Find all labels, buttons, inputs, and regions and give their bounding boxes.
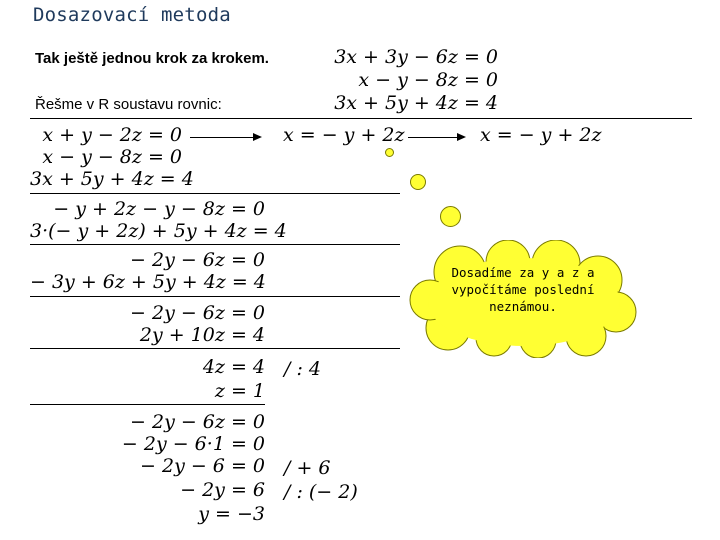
- row1-eq-2: x − y − 8z = 0: [42, 146, 182, 168]
- row6-eq-4: − 2y = 6: [180, 479, 265, 501]
- row1-eq-3: 3x + 5y + 4z = 4: [30, 168, 194, 190]
- row2-eq-2: 3·(− y + 2z) + 5y + 4z = 4: [30, 220, 287, 242]
- substitution-expr-2: x = − y + 2z: [480, 124, 602, 146]
- divider-1: [30, 193, 400, 194]
- subtitle: Tak ještě jednou krok za krokem.: [35, 50, 269, 67]
- arrow-right-2: [408, 137, 464, 138]
- row6-eq-2: − 2y − 6·1 = 0: [121, 433, 265, 455]
- row3-eq-2: − 3y + 6z + 5y + 4z = 4: [30, 271, 266, 293]
- row5-eq-2: z = 1: [214, 380, 265, 402]
- row3-eq-1: − 2y − 6z = 0: [130, 249, 265, 271]
- system-eq-3: 3x + 5y + 4z = 4: [334, 92, 498, 114]
- thought-bubble-dot-large: [440, 206, 461, 227]
- arrow-right-1: [190, 137, 260, 138]
- page-title: Dosazovací metoda: [33, 4, 231, 26]
- substitution-expr-1: x = − y + 2z: [283, 124, 405, 146]
- divider-2: [30, 244, 400, 245]
- row6-eq-5: y = −3: [198, 503, 265, 525]
- divider-5: [30, 404, 265, 405]
- row5-note: / : 4: [284, 358, 321, 380]
- row4-eq-1: − 2y − 6z = 0: [130, 302, 265, 324]
- row6-note-add: / + 6: [284, 457, 331, 479]
- row6-note-divide: / : (− 2): [284, 481, 358, 503]
- row1-eq-1: x + y − 2z = 0: [42, 124, 182, 146]
- divider-3: [30, 296, 400, 297]
- system-eq-2: x − y − 8z = 0: [358, 69, 498, 91]
- row5-eq-1: 4z = 4: [202, 356, 265, 378]
- row2-eq-1: − y + 2z − y − 8z = 0: [53, 198, 265, 220]
- row6-eq-3: − 2y − 6 = 0: [140, 455, 265, 477]
- top-divider: [30, 118, 692, 119]
- instruction: Řešme v R soustavu rovnic:: [35, 96, 222, 113]
- callout-text: Dosadíme za y a z a vypočítáme poslední neznámou.: [451, 265, 595, 314]
- row4-eq-2: 2y + 10z = 4: [139, 324, 265, 346]
- divider-4: [30, 348, 400, 349]
- system-eq-1: 3x + 3y − 6z = 0: [334, 46, 498, 68]
- thought-bubble-dot-small: [385, 148, 394, 157]
- thought-bubble-dot-medium: [410, 174, 426, 190]
- row6-eq-1: − 2y − 6z = 0: [130, 411, 265, 433]
